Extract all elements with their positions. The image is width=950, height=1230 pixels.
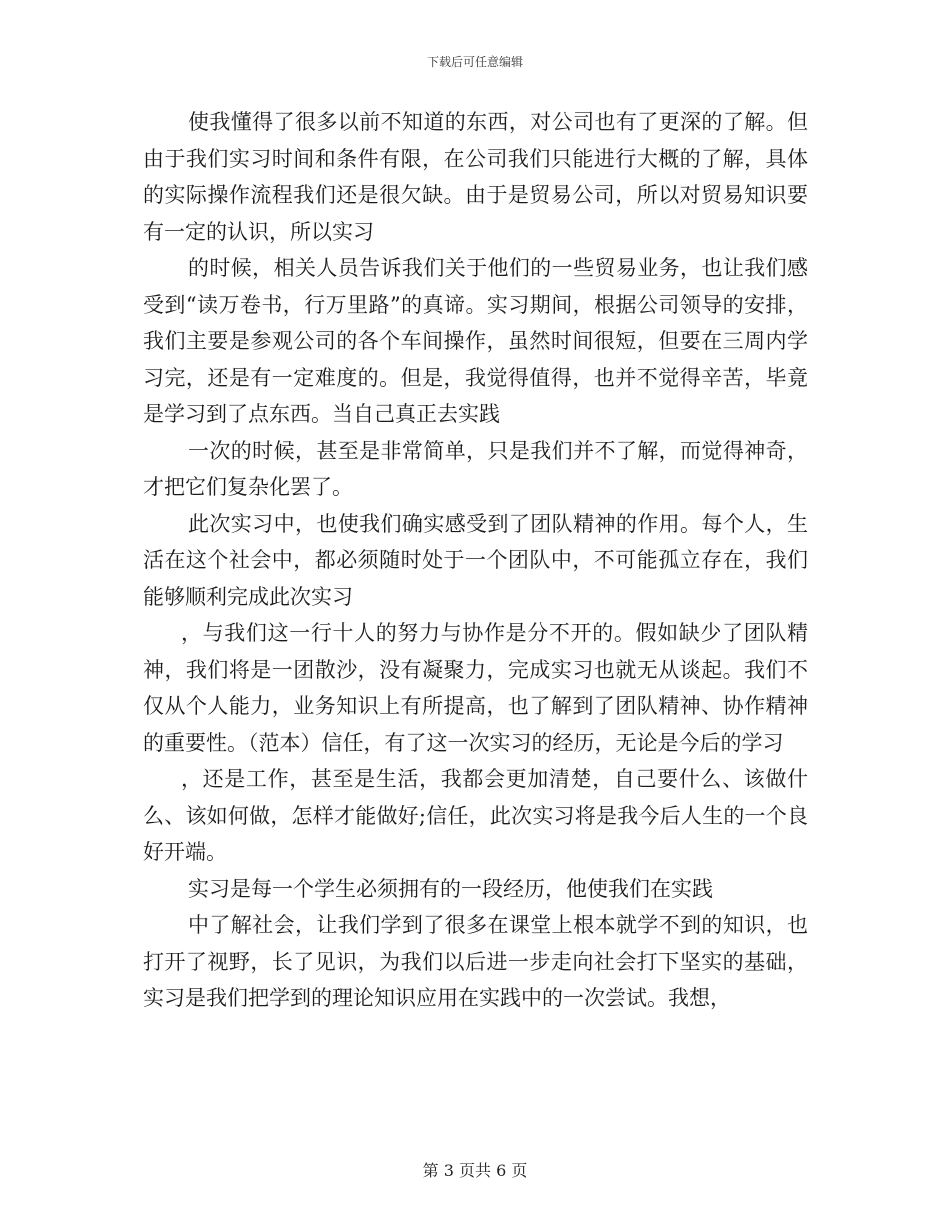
- paragraph-6: ，还是工作，甚至是生活，我都会更加清楚，自己要什么、该做什么、该如何做，怎样才能做好;信任，此次实习将是我今后人生的一个良好开端。: [143, 767, 808, 864]
- paragraph-5: ，与我们这一行十人的努力与协作是分不开的。假如缺少了团队精神，我们将是一团散沙，没有凝聚力，完成实习也就无从谈起。我们不仅从个人能力，业务知识上有所提高，也了解到了团队精神、协作精神的重要性。（范本）信任，有了这一次实习的经历，无论是今后的学习: [143, 621, 808, 755]
- paragraph-7: 实习是每一个学生必须拥有的一段经历，他使我们在实践: [188, 876, 713, 901]
- paragraph-2: 的时候，相关人员告诉我们关于他们的一些贸易业务，也让我们感受到“读万卷书，行万里路”的真谛。实习期间，根据公司领导的安排，我们主要是参观公司的各个车间操作，虽然时间很短，但要在三周内学习完，还是有一定难度的。但是，我觉得值得，也并不觉得辛苦，毕竟是学习到了点东西。当自己真正去实践: [143, 256, 808, 426]
- paragraph-3: 一次的时候，甚至是非常简单，只是我们并不了解，而觉得神奇，才把它们复杂化罢了。: [143, 438, 808, 499]
- page-footer: 第 3 页共 6 页: [422, 1161, 528, 1180]
- paragraph-8: 中了解社会，让我们学到了很多在课堂上根本就学不到的知识，也打开了视野，长了见识，为我们以后进一步走向社会打下坚实的基础，实习是我们把学到的理论知识应用在实践中的一次尝试。我想，: [143, 913, 808, 1010]
- document-body: [143, 104, 808, 1017]
- paragraph-4: 此次实习中，也使我们确实感受到了团队精神的作用。每个人，生活在这个社会中，都必须随时处于一个团队中，不可能孤立存在，我们能够顺利完成此次实习: [143, 511, 808, 609]
- page-header: 下载后可任意编辑: [426, 55, 523, 69]
- paragraph-1: 使我懂得了很多以前不知道的东西，对公司也有了更深的了解。但由于我们实习时间和条件有限，在公司我们只能进行大概的了解，具体的实际操作流程我们还是很欠缺。由于是贸易公司，所以对贸易知识要有一定的认识，所以实习: [143, 110, 808, 244]
